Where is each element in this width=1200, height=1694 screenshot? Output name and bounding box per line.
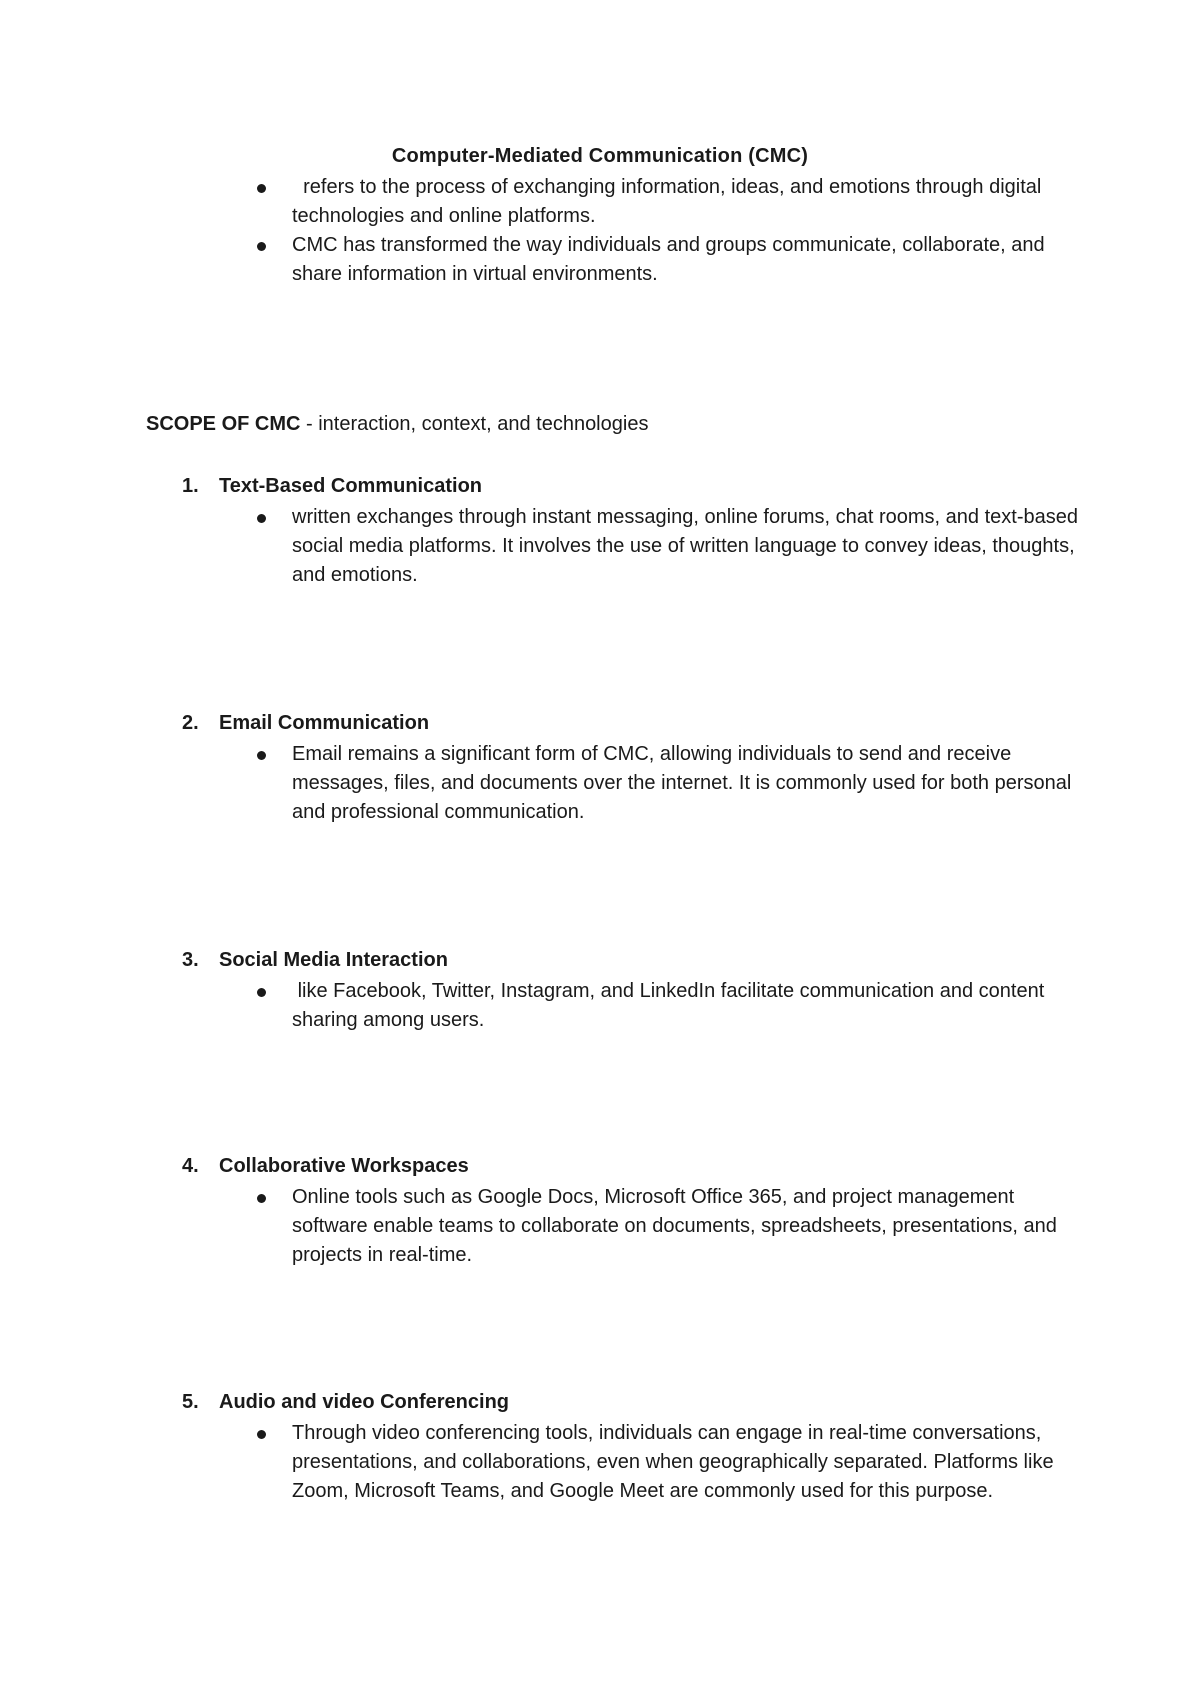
bullet-text: Through video conferencing tools, individuals can engage in real-time conversations, presentations, and collaborations, even when geographically separated. Platforms like Zoom, Microsoft Teams, and Google Meet are commonly used for this purpose. — [292, 1422, 1054, 1502]
list-item — [0, 1183, 1200, 1270]
section-number: 5. — [182, 1391, 199, 1413]
section-number: 3. — [182, 949, 199, 971]
bullet-text: Online tools such as Google Docs, Microsoft Office 365, and project management software enable teams to collaborate on documents, spreadsheets, presentations, and projects in real-time. — [292, 1186, 1057, 1266]
bullet-icon — [257, 242, 266, 251]
list-item — [0, 173, 1200, 231]
bullet-text: like Facebook, Twitter, Instagram, and LinkedIn facilitate communication and content sharing among users. — [292, 980, 1050, 1031]
section-title: Email Communication — [219, 712, 430, 734]
bullet-icon — [257, 184, 266, 193]
bullet-text: refers to the process of exchanging information, ideas, and emotions through digital technologies and online platforms. — [292, 176, 1047, 227]
section-bullet-list — [0, 1419, 1200, 1506]
bullet-icon — [257, 988, 266, 997]
section-title: Audio and video Conferencing — [219, 1391, 510, 1413]
intro-bullet-list — [0, 173, 1200, 289]
bullet-text: written exchanges through instant messaging, online forums, chat rooms, and text-based social media platforms. It involves the use of written language to convey ideas, thoughts, and emotions. — [292, 506, 1078, 586]
bullet-icon — [257, 1430, 266, 1439]
section-title: Text-Based Communication — [219, 475, 482, 497]
list-item — [0, 503, 1200, 590]
bullet-icon — [257, 514, 266, 523]
list-item — [0, 740, 1200, 827]
bullet-icon — [257, 1194, 266, 1203]
list-item — [0, 231, 1200, 289]
document-title: Computer-Mediated Communication (CMC) — [391, 145, 809, 167]
section-number: 2. — [182, 712, 199, 734]
section-bullet-list — [0, 740, 1200, 827]
section-title: Collaborative Workspaces — [219, 1155, 469, 1177]
section-bullet-list — [0, 977, 1200, 1035]
section-number: 1. — [182, 475, 199, 497]
section-bullet-list — [0, 503, 1200, 590]
section-bullet-list — [0, 1183, 1200, 1270]
scope-label: SCOPE OF CMC — [146, 413, 301, 435]
bullet-text: CMC has transformed the way individuals and groups communicate, collaborate, and share information in virtual environments. — [292, 234, 1045, 285]
scope-text: - interaction, context, and technologies — [300, 413, 649, 435]
bullet-text: Email remains a significant form of CMC, allowing individuals to send and receive messages, files, and documents over the internet. It is commonly used for both personal and professional communication. — [292, 743, 1072, 823]
section-title: Social Media Interaction — [219, 949, 448, 971]
list-item — [0, 977, 1200, 1035]
list-item — [0, 1419, 1200, 1506]
scope-line — [146, 413, 648, 436]
bullet-icon — [257, 751, 266, 760]
section-number: 4. — [182, 1155, 199, 1177]
